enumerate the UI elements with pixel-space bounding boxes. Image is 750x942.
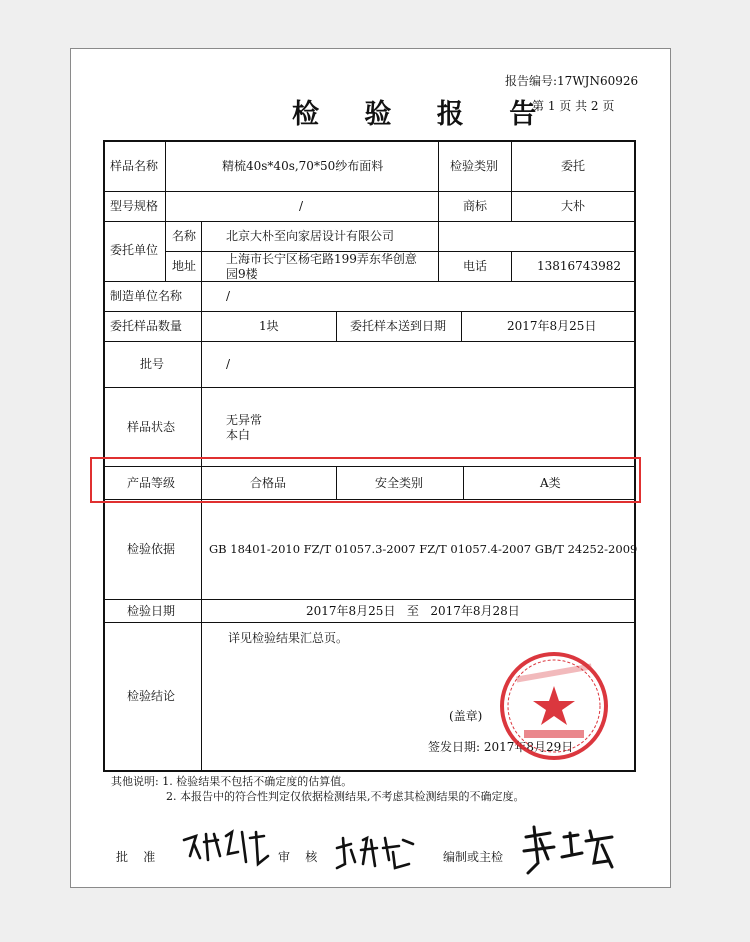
basis-label: 检验依据 [127, 542, 176, 556]
sample-state-line2: 本白 [226, 428, 251, 442]
conclusion-value: 详见检验结果汇总页。 [228, 631, 349, 645]
sample-state-line1: 无异常 [226, 413, 263, 427]
approver-signature-icon [180, 826, 275, 868]
report-number: 报告编号:17WJN60926 [505, 74, 639, 88]
quantity-value: 1块 [259, 319, 279, 333]
client-label: 委托单位 [110, 243, 159, 257]
manufacturer-label: 制造单位名称 [110, 289, 183, 303]
client-address-line2: 园9楼 [226, 267, 258, 281]
brand-label: 商标 [463, 199, 488, 213]
page-indicator: 第 1 页 共 2 页 [532, 99, 615, 113]
quantity-label: 委托样品数量 [110, 319, 183, 333]
client-address-line1: 上海市长宁区杨宅路199弄东华创意 [226, 252, 417, 266]
safety-label: 安全类别 [375, 476, 424, 490]
safety-value: A类 [540, 476, 561, 490]
model-label: 型号规格 [110, 199, 159, 213]
reviewer-signature-icon [333, 830, 418, 872]
grade-highlight-box [90, 457, 641, 503]
client-address-label: 地址 [172, 259, 197, 273]
inspection-type-value: 委托 [561, 159, 586, 173]
inspection-date-range: 2017年8月25日 至 2017年8月28日 [306, 604, 520, 618]
editor-label: 编制或主检 [443, 850, 504, 864]
sample-name-value: 精梳40s*40s,70*50纱布面料 [222, 159, 384, 173]
inspection-type-label: 检验类别 [450, 159, 499, 173]
grade-label: 产品等级 [127, 476, 176, 490]
delivery-date-label: 委托样本送到日期 [350, 319, 447, 333]
brand-value: 大朴 [561, 199, 586, 213]
conclusion-label: 检验结论 [127, 689, 176, 703]
phone-label: 电话 [463, 259, 488, 273]
grade-value: 合格品 [250, 476, 287, 490]
approve-label: 批 准 [116, 850, 156, 864]
sample-name-label: 样品名称 [110, 159, 159, 173]
manufacturer-value: / [226, 289, 231, 303]
client-name-value: 北京大朴至向家居设计有限公司 [226, 229, 395, 243]
notes-line2: 2. 本报告中的符合性判定仅依据检测结果,不考虑其检测结果的不确定度。 [166, 790, 525, 803]
inspection-date-label: 检验日期 [127, 604, 176, 618]
client-name-label: 名称 [172, 229, 197, 243]
notes-line1: 其他说明: 1. 检验结果不包括不确定度的估算值。 [111, 775, 353, 788]
review-label: 审 核 [278, 850, 318, 864]
delivery-date-value: 2017年8月25日 [507, 319, 597, 333]
batch-label: 批号 [140, 357, 165, 371]
editor-signature-icon [520, 823, 620, 878]
batch-value: / [226, 357, 231, 371]
model-value: / [299, 199, 304, 213]
basis-value: GB 18401-2010 FZ/T 01057.3-2007 FZ/T 01057.4-2007 GB/T 24252-2009 [209, 542, 638, 556]
official-seal-icon [498, 650, 610, 762]
phone-value: 13816743982 [537, 259, 621, 273]
stamp-note: (盖章) [449, 709, 483, 723]
issue-date: 签发日期: 2017年8月29日 [428, 740, 574, 754]
report-title: 检 验 报 告 [292, 99, 555, 130]
sample-state-label: 样品状态 [127, 420, 176, 434]
